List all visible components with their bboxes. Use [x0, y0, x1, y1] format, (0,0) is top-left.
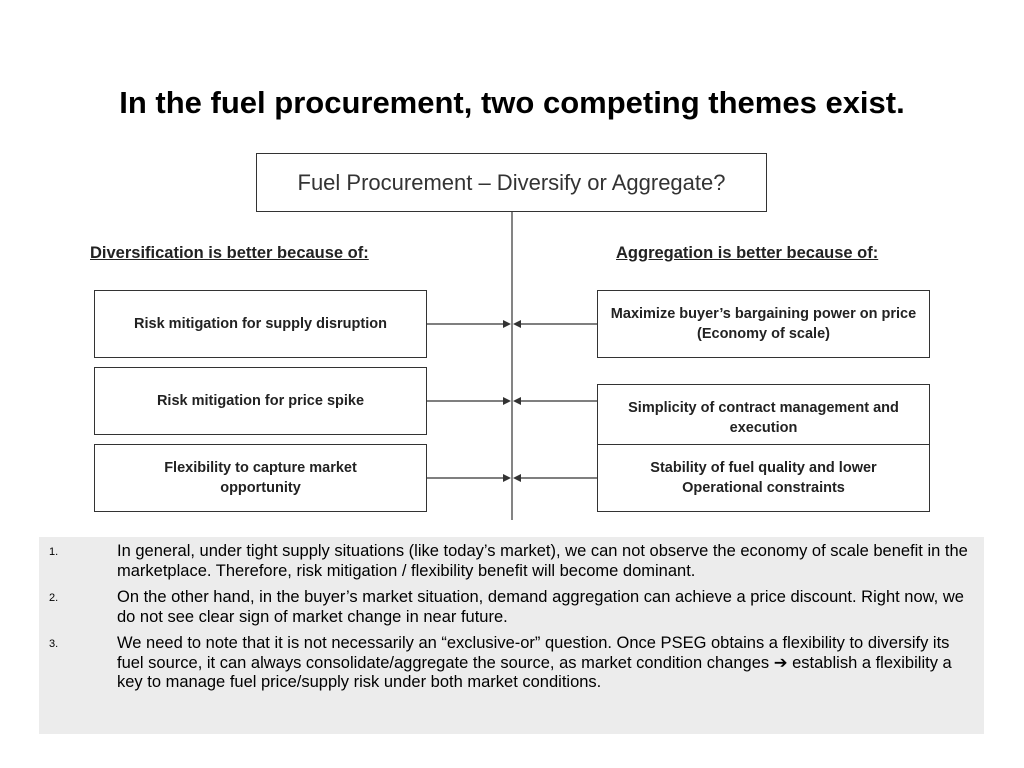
aggregation-heading: Aggregation is better because of: [616, 244, 879, 262]
reason-text: Stability of fuel quality and lower Operational constraints [650, 460, 877, 496]
note-number: 1. [49, 546, 59, 558]
reason-box-bargaining-power [597, 290, 930, 358]
note-number: 2. [49, 592, 59, 604]
reason-box-contract-simplicity [597, 384, 930, 452]
note-item [39, 542, 984, 581]
reason-box-price-spike [94, 367, 427, 435]
reason-text: Risk mitigation for supply disruption [134, 316, 387, 332]
diversification-heading: Diversification is better because of: [90, 244, 369, 262]
reason-box-market-opportunity [94, 444, 427, 512]
note-item [39, 634, 984, 693]
reason-text: Flexibility to capture market opportunity [164, 460, 357, 496]
central-question-text: Fuel Procurement – Diversify or Aggregate? [297, 169, 726, 195]
reason-box-fuel-stability [597, 444, 930, 512]
left-arrow-head-3 [503, 474, 511, 482]
left-arrow-head-1 [503, 320, 511, 328]
notes-panel [39, 537, 984, 734]
left-arrow-head-2 [503, 397, 511, 405]
note-text: In general, under tight supply situations (like today’s market), we can not observe the economy of scale benefit in the marketplace. Therefore, risk mitigation / flexibility benefit will become dominant. [117, 542, 968, 580]
right-arrow-head-2 [513, 397, 521, 405]
note-text: We need to note that it is not necessarily an “exclusive-or” question. Once PSEG obtains a flexibility to diversify its fuel source, it can always consolidate/aggregate the source, as market condition changes ➔ establish a flexibility a key to manage fuel price/supply risk under both market conditions. [117, 634, 952, 691]
right-arrow-head-3 [513, 474, 521, 482]
note-item [39, 588, 984, 627]
reason-text: Simplicity of contract management and execution [628, 400, 899, 436]
right-arrow-head-1 [513, 320, 521, 328]
reason-box-supply-disruption [94, 290, 427, 358]
slide-title: In the fuel procurement, two competing themes exist. [119, 85, 905, 120]
note-number: 3. [49, 638, 59, 650]
reason-text: Risk mitigation for price spike [156, 393, 365, 409]
reason-text: Maximize buyer’s bargaining power on price (Economy of scale) [610, 306, 917, 342]
note-text: On the other hand, in the buyer’s market situation, demand aggregation can achieve a price discount. Right now, we do not see clear sign of market change in near future. [117, 588, 964, 626]
